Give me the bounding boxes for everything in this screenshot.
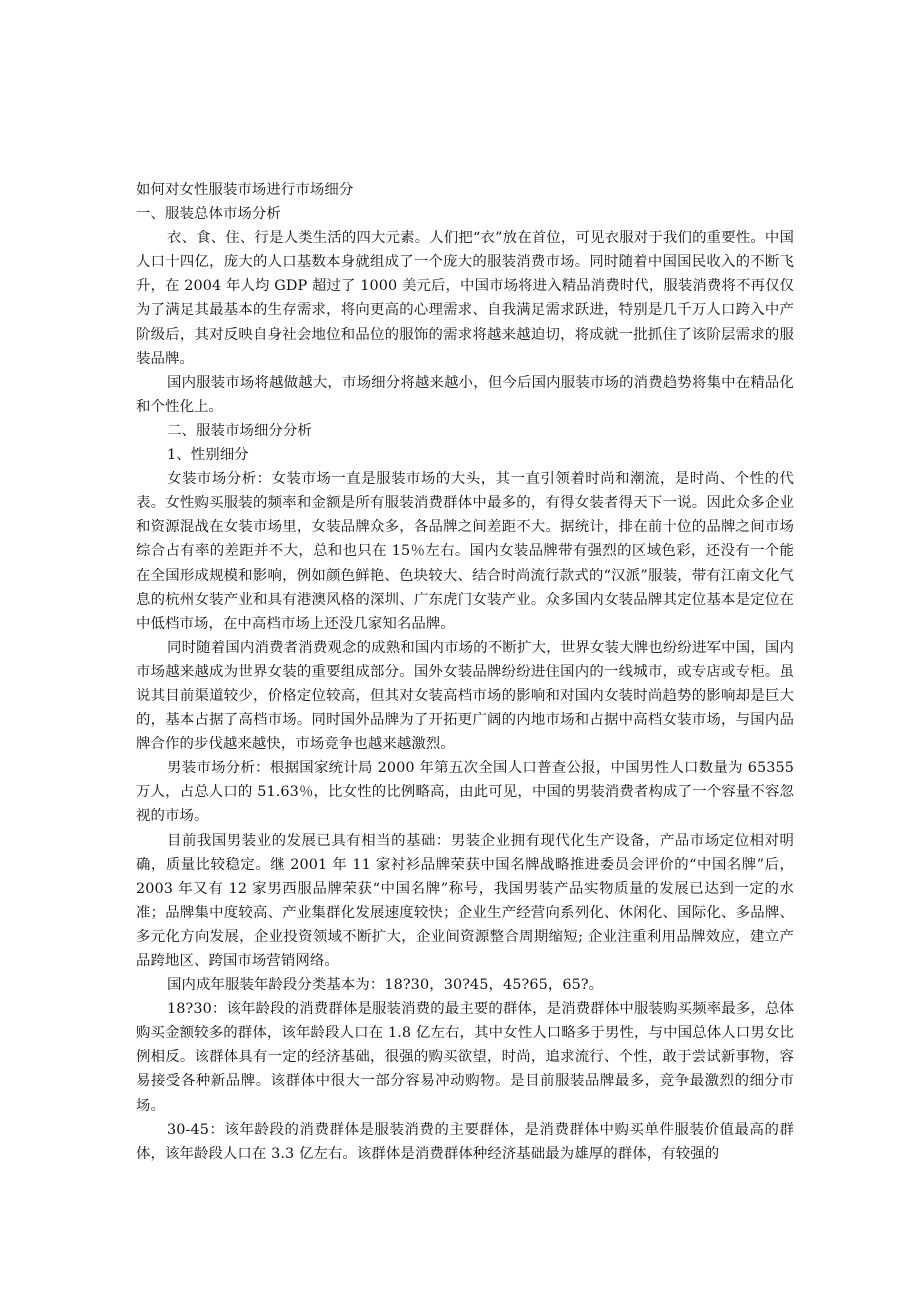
subsection-heading-gender: 1、性别细分 xyxy=(167,447,249,464)
paragraph-age-30-45: 30-45：该年龄段的消费群体是服装消费的主要群体，是消费群体中购买单件服装价值最高的群体，该年龄段人口在 3.3 亿左右。该群体是消费群体种经济基础最为雄厚的群体，有较强的 xyxy=(136,1121,794,1162)
paragraph-market-trend: 国内服装市场将越做越大，市场细分将越来越小，但今后国内服装市场的消费趋势将集中在精品化和个性化上。 xyxy=(136,374,794,415)
paragraph-womenswear-market: 女装市场分析：女装市场一直是服装市场的大头，其一直引领着时尚和潮流，是时尚、个性的代表。女性购买服装的频率和金额是所有服装消费群体中最多的，有得女装者得天下一说。因此众多企业和资源混战在女装市场里，女装品牌众多，各品牌之间差距不大。据统计，排在前十位的品牌之间市场综合占有率的差距并不大，总和也只在 15％左右。国内女装品牌带有强烈的区域色彩，还没有一个能在全国形成规模和影响，例如颜色鲜艳、色块较大、结合时尚流行款式的“汉派”服装，带有江南文化气息的杭州女装产业和具有港澳风格的深圳、广东虎门女装产业。众多国内女装品牌其定位基本是定位在中低档市场，在中高档市场上还没几家知名品牌。 xyxy=(136,471,794,632)
paragraph-age-18-30: 18?30：该年龄段的消费群体是服装消费的最主要的群体，是消费群体中服装购买频率最多，总体购买金额较多的群体，该年龄段人口在 1.8 亿左右，其中女性人口略多于男性，与中国总体人口男女比例相反。该群体具有一定的经济基础，很强的购买欲望，时尚，追求流行、个性，敢于尝试新事物，容易接受各种新品牌。该群体中很大一部分容易冲动购物。是目前服装品牌最多，竞争最激烈的细分市场。 xyxy=(136,1001,794,1114)
paragraph-foreign-womenswear: 同时随着国内消费者消费观念的成熟和国内市场的不断扩大，世界女装大牌也纷纷进军中国，国内市场越来越成为世界女装的重要组成部分。国外女装品牌纷纷进住国内的一线城市，或专店或专柜。虽说其目前渠道较少，价格定位较高，但其对女装高档市场的影响和对国内女装时尚趋势的影响却是巨大的，基本占据了高档市场。同时国外品牌为了开拓更广阔的内地市场和占据中高档女装市场，与国内品牌合作的步伐越来越快，市场竞争也越来越激烈。 xyxy=(136,639,794,753)
paragraph-clothing-importance: 衣、食、住、行是人类生活的四大元素。人们把“衣”放在首位，可见衣服对于我们的重要性。中国人口十四亿，庞大的人口基数本身就组成了一个庞大的服装消费市场。同时随着中国国民收入的不断飞升，在 2004 年人均 GDP 超过了 1000 美元后，中国市场将进入精品消费时代，服装消费将不再仅仅为了满足其最基本的生存需求，将向更高的心理需求、自我满足需求跃进，特别是几千万人口跨入中产阶级后，其对反映自身社会地位和品位的服饰的需求将越来越迫切，将成就一批抓住了该阶层需求的服装品牌。 xyxy=(136,230,794,367)
section-heading-overall-market: 一、服装总体市场分析 xyxy=(136,206,281,223)
paragraph-menswear-industry: 目前我国男装业的发展已具有相当的基础：男装企业拥有现代化生产设备，产品市场定位相对明确，质量比较稳定。继 2001 年 11 家衬衫品牌荣获中国名牌战略推进委员会评价的“中国名牌”后，2003 年又有 12 家男西服品牌荣获“中国名牌”称号，我国男装产品实物质量的发展已达到一定的水准；品牌集中度较高、产业集群化发展速度较快；企业生产经营向系列化、休闲化、国际化、多品牌、多元化方向发展，企业投资领域不断扩大，企业间资源整合周期缩短; 企业注重利用品牌效应，建立产品跨地区、跨国市场营销网络。 xyxy=(136,832,794,969)
document-page xyxy=(136,178,794,1166)
document-title: 如何对女性服装市场进行市场细分 xyxy=(136,182,354,198)
paragraph-age-groups: 国内成年服装年龄段分类基本为：18?30，30?45，45?65，65?。 xyxy=(167,977,604,994)
paragraph-menswear-market: 男装市场分析：根据国家统计局 2000 年第五次全国人口普查公报，中国男性人口数量为 65355 万人，占总人口的 51.63％，比女性的比例略高，由此可见，中国的男装消费者构成了一个容量不容忽视的市场。 xyxy=(136,760,794,825)
section-heading-segmentation: 二、服装市场细分分析 xyxy=(167,422,312,439)
